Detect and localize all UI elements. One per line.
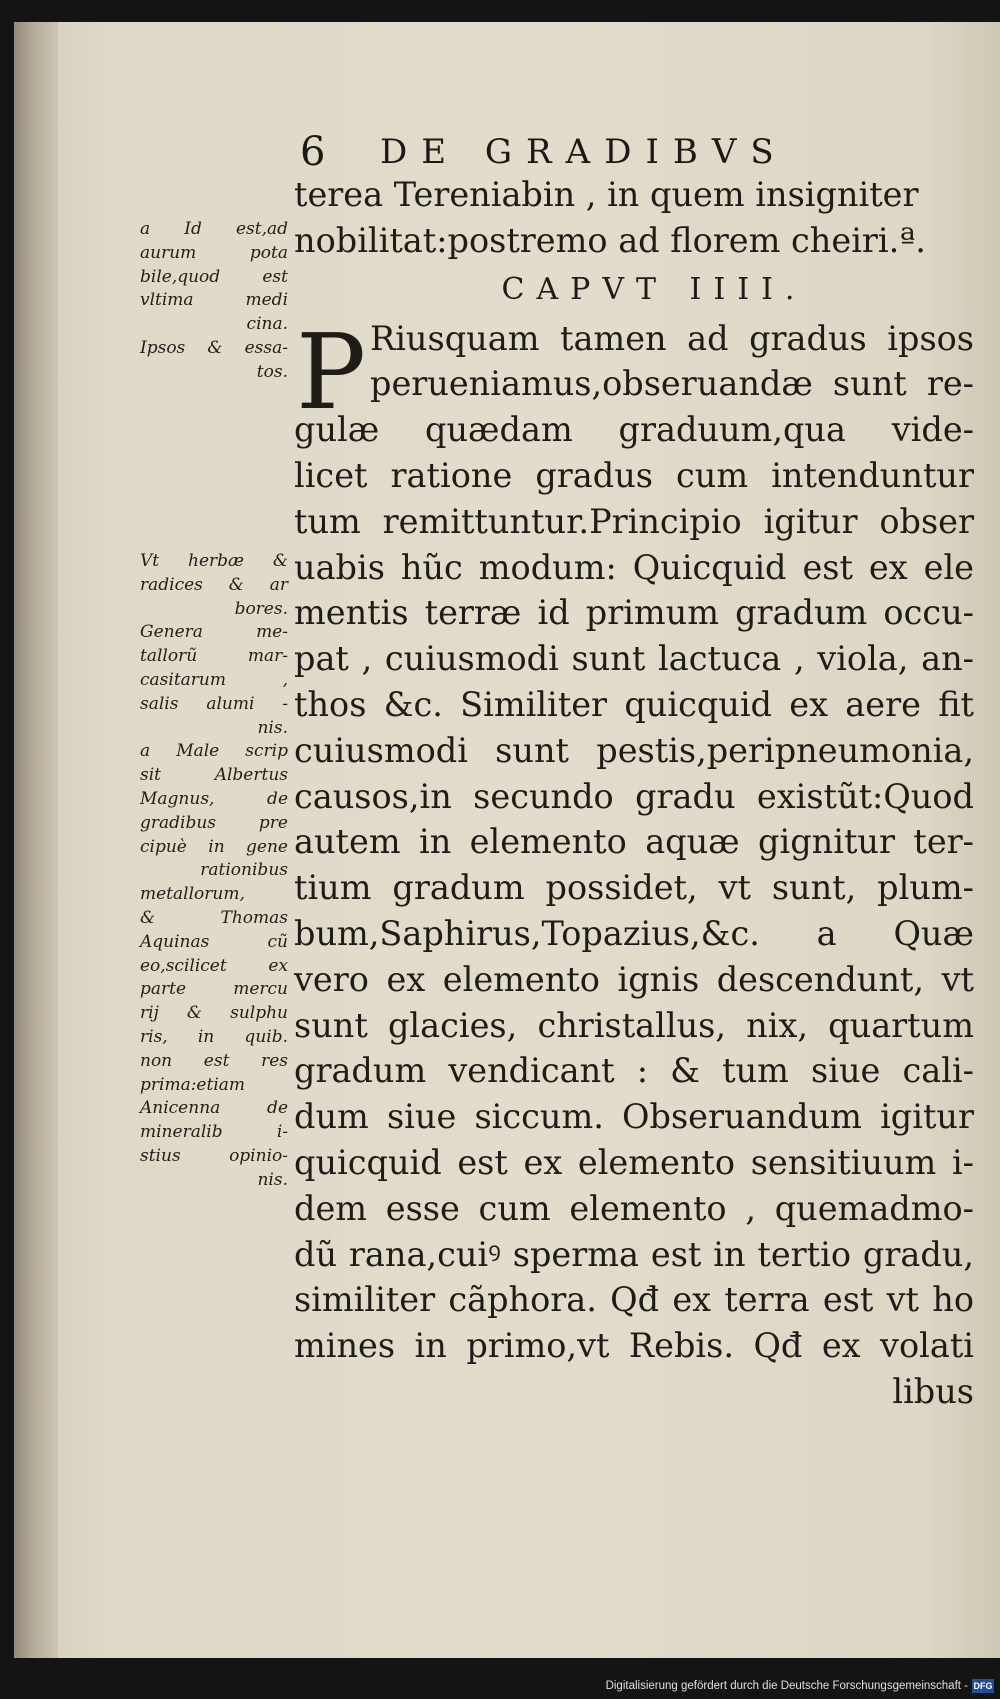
- margin-note-line: stius opinio-: [140, 1145, 288, 1166]
- margin-note-line: parte mercu: [140, 979, 288, 1000]
- text-line: gulæ quædam graduum,qua vide-: [294, 410, 974, 450]
- margin-note-line: eo,scilicet ex: [140, 955, 288, 976]
- page-header: [300, 128, 860, 176]
- catchword: libus: [892, 1371, 974, 1411]
- margin-note-line: vltima medi: [140, 290, 288, 311]
- text-line: Riusquam tamen ad gradus ipsos: [370, 318, 974, 358]
- text-line: mines in primo,vt Rebis. Qđ ex volati: [294, 1326, 974, 1366]
- margin-note-line: nis.: [257, 1169, 288, 1190]
- text-line: dum siue siccum. Obseruandum igitur: [294, 1097, 974, 1137]
- margin-note-line: rationibus: [200, 860, 288, 881]
- text-line: dem esse cum elemento , quemadmo-: [294, 1188, 974, 1228]
- dfg-logo: DFG: [973, 1681, 993, 1691]
- margin-note-line: prima:etiam: [140, 1074, 246, 1095]
- text-line: uabis hũc modum: Quicquid est ex ele: [294, 547, 974, 587]
- text-line: tium gradum possidet, vt sunt, plum-: [294, 868, 974, 908]
- margin-note-line: bile,quod est: [140, 266, 288, 287]
- margin-note-line: Vt herbæ &: [140, 551, 288, 571]
- text-line: vero ex elemento ignis descendunt, vt: [294, 959, 974, 999]
- digitization-credit: Digitalisierung gefördert durch die Deutsche Forschungsgemeinschaft -: [605, 1680, 968, 1692]
- margin-note-line: Magnus, de: [140, 788, 288, 809]
- text-line: similiter cãphora. Qđ ex terra est vt ho: [294, 1280, 974, 1320]
- margin-note-line: sit Albertus: [140, 765, 288, 786]
- text-line: terea Tereniabin , in quem insigniter: [294, 175, 919, 214]
- text-line: quicquid est ex elemento sensitiuum i-: [294, 1142, 974, 1182]
- margin-note-line: rij & sulphu: [140, 1003, 288, 1024]
- text-line: thos &c. Similiter quicquid ex aere fit: [294, 684, 974, 724]
- running-title: DE GRADIBVS: [380, 132, 788, 172]
- text-line: gradum vendicant : & tum siue cali-: [294, 1051, 974, 1091]
- text-line: dũ rana,cuiꝰ sperma est in tertio gradu,: [294, 1234, 974, 1274]
- margin-note-line: gradibus pre: [140, 812, 288, 833]
- body-lines: [294, 407, 974, 1369]
- footer-bar: [0, 1674, 1000, 1699]
- margin-note-line: Anicenna de: [140, 1098, 288, 1119]
- text-line: nobilitat:postremo ad florem cheiri.ª.: [294, 220, 926, 260]
- margin-note-line: ris, in quib.: [140, 1026, 288, 1047]
- margin-note-line: cina.: [246, 314, 288, 335]
- margin-note-line: a Id est,ad: [140, 219, 288, 239]
- text-line: pat , cuiusmodi sunt lactuca , viola, an-: [294, 639, 974, 679]
- margin-note-line: radices & ar: [140, 574, 288, 595]
- text-line: bum,Saphirus,Topazius,&c. a Quæ: [294, 913, 974, 953]
- margin-note-line: nis.: [257, 717, 288, 738]
- margin-note-line: Genera me-: [140, 622, 288, 643]
- text-line: perueniamus,obseruandæ sunt re-: [370, 364, 974, 404]
- chapter-heading: CAPVT IIII.: [501, 271, 807, 307]
- text-line: licet ratione gradus cum intenduntur: [294, 455, 974, 495]
- margin-note-line: tallorũ mar-: [140, 646, 288, 667]
- text-line: causos,in secundo gradu existũt:Quod: [294, 776, 974, 816]
- margin-note-line: Aquinas cũ: [140, 931, 288, 952]
- margin-notes-group-a: [140, 218, 288, 385]
- margin-note-line: casitarum ,: [140, 669, 288, 690]
- text-line: autem in elemento aquæ gignitur ter-: [294, 822, 974, 862]
- text-line: tum remittuntur.Principio igitur obser: [294, 501, 974, 541]
- margin-note-line: aurum pota: [140, 242, 288, 263]
- margin-note-line: & Thomas: [140, 907, 288, 928]
- margin-note-line: cipuè in gene: [140, 836, 288, 857]
- text-line: sunt glacies, christallus, nix, quartum: [294, 1005, 974, 1045]
- margin-note-line: mineralib i-: [140, 1122, 288, 1143]
- margin-note-line: non est res: [140, 1050, 288, 1071]
- margin-note-line: bores.: [234, 598, 288, 619]
- page-number: 6: [300, 129, 326, 175]
- main-text-block: [294, 172, 974, 1415]
- margin-note-line: metallorum,: [140, 884, 245, 905]
- page-binding-edge: [14, 22, 58, 1658]
- margin-note-line: a Male scrip: [140, 741, 288, 762]
- margin-note-line: salis alumi -: [140, 693, 288, 714]
- margin-note-line: Ipsos & essa-: [140, 337, 288, 358]
- margin-note-line: tos.: [256, 361, 288, 382]
- drop-cap-letter: P: [296, 310, 366, 433]
- text-line: cuiusmodi sunt pestis,peripneumonia,: [294, 730, 974, 770]
- text-line: mentis terræ id primum gradum occu-: [294, 593, 974, 633]
- margin-notes-group-b: [140, 550, 288, 1193]
